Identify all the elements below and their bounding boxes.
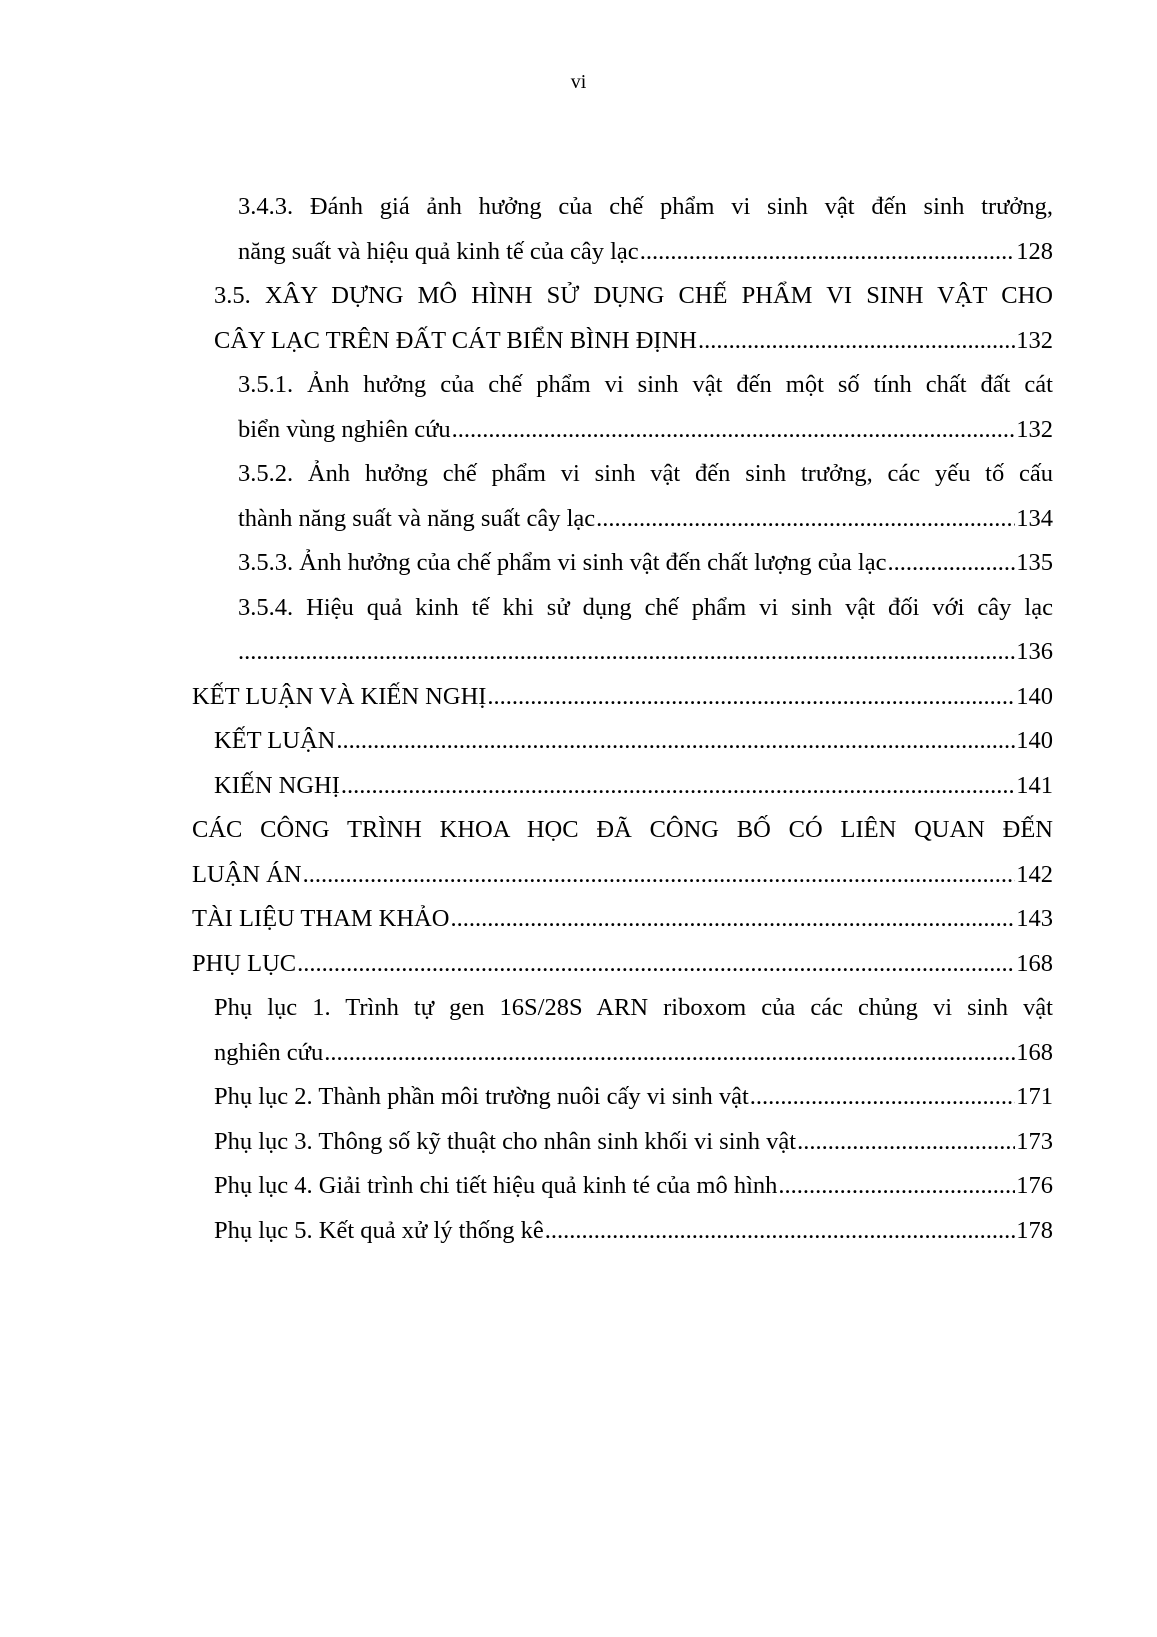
toc-entry-title: PHỤ LỤC xyxy=(192,949,297,977)
toc-page-number: 134 xyxy=(1016,504,1053,532)
toc-entry-title: CÂY LẠC TRÊN ĐẤT CÁT BIỂN BÌNH ĐỊNH xyxy=(214,326,697,354)
toc-page-number: 173 xyxy=(1016,1127,1053,1155)
toc-entry-phu-luc-5[interactable] xyxy=(0,1209,1157,1254)
toc-entry-title: KẾT LUẬN VÀ KIẾN NGHỊ xyxy=(192,682,487,710)
toc-entry-phu-luc-3[interactable] xyxy=(0,1120,1157,1165)
page-number: vi xyxy=(570,71,587,93)
toc-page-number: 141 xyxy=(1016,771,1053,799)
toc-entry-title: KẾT LUẬN xyxy=(214,727,336,754)
toc-entry-title: TÀI LIỆU THAM KHẢO xyxy=(192,905,450,932)
toc-page-number: 171 xyxy=(1016,1083,1053,1110)
toc-entry-title: Phụ lục 5. Kết quả xử lý thống kê xyxy=(214,1216,544,1244)
toc-entry-tai-lieu-tham-khao[interactable] xyxy=(0,897,1157,942)
toc-entry-phu-luc-4[interactable] xyxy=(0,1164,1157,1209)
leader-dots xyxy=(297,942,1015,987)
toc-entry-phu-luc-2[interactable] xyxy=(0,1075,1157,1120)
toc-page-number: 142 xyxy=(1016,860,1053,888)
leader-dots xyxy=(341,764,1015,809)
leader-dots xyxy=(778,1164,1015,1209)
leader-dots xyxy=(797,1120,1015,1165)
toc-page-number: 128 xyxy=(1016,237,1053,265)
toc-page-number: 168 xyxy=(1016,949,1053,977)
toc-entry-title: nghiên cứu xyxy=(214,1038,324,1066)
toc-entry-3-5-2[interactable] xyxy=(0,452,1157,541)
toc-page-number: 140 xyxy=(1016,682,1053,710)
toc-entry-title: thành năng suất và năng suất cây lạc xyxy=(238,504,596,532)
toc-entry-title-line: 3.5. XÂY DỰNG MÔ HÌNH SỬ DỤNG CHẾ PHẨM VI SINH VẬT CHO xyxy=(214,282,1053,309)
leader-dots xyxy=(336,719,1015,764)
toc-page-number: 143 xyxy=(1016,905,1053,932)
toc-entry-title-line: 3.5.2. Ảnh hưởng chế phẩm vi sinh vật đến sinh trưởng, các yếu tố cấu xyxy=(238,460,1053,487)
toc-entry-title: LUẬN ÁN xyxy=(192,860,302,888)
toc-page-number: 168 xyxy=(1016,1038,1053,1066)
toc-page-number: 178 xyxy=(1016,1216,1053,1244)
leader-dots xyxy=(487,675,1015,720)
leader-dots xyxy=(640,230,1016,275)
toc-entry-kien-nghi[interactable] xyxy=(0,764,1157,809)
toc-entry-title-line: 3.5.1. Ảnh hưởng của chế phẩm vi sinh vật đến một số tính chất đất cát xyxy=(238,371,1053,398)
toc-entry-phu-luc[interactable] xyxy=(0,942,1157,987)
toc-entry-ket-luan-kien-nghi[interactable] xyxy=(0,675,1157,720)
leader-dots xyxy=(887,541,1015,586)
toc-entry-ket-luan[interactable] xyxy=(0,719,1157,764)
toc-entry-3-4-3[interactable] xyxy=(0,185,1157,274)
toc-page-number: 132 xyxy=(1016,326,1053,354)
toc-page-number: 132 xyxy=(1016,415,1053,443)
toc-entry-title: Phụ lục 3. Thông số kỹ thuật cho nhân sinh khối vi sinh vật xyxy=(214,1127,797,1155)
leader-dots xyxy=(750,1075,1015,1120)
toc-entry-3-5-4[interactable] xyxy=(0,586,1157,675)
toc-entry-title: KIẾN NGHỊ xyxy=(214,771,340,799)
toc-page-number: 176 xyxy=(1016,1172,1053,1199)
leader-dots xyxy=(238,630,1015,675)
toc-entry-title-line: CÁC CÔNG TRÌNH KHOA HỌC ĐÃ CÔNG BỐ CÓ LIÊN QUAN ĐẾN xyxy=(192,816,1053,843)
toc-entry-title: biển vùng nghiên cứu xyxy=(238,415,451,443)
toc-page-number: 136 xyxy=(1016,638,1053,665)
leader-dots xyxy=(596,497,1015,542)
toc-entry-3-5[interactable] xyxy=(0,274,1157,363)
leader-dots xyxy=(303,853,1016,898)
toc-entry-cong-trinh-khoa-hoc[interactable] xyxy=(0,808,1157,897)
toc-page-number: 140 xyxy=(1016,727,1053,754)
leader-dots xyxy=(545,1209,1016,1254)
table-of-contents xyxy=(0,185,1157,1253)
toc-entry-title: năng suất và hiệu quả kinh tế của cây lạc xyxy=(238,237,639,265)
toc-entry-3-5-3[interactable] xyxy=(0,541,1157,586)
toc-entry-phu-luc-1[interactable] xyxy=(0,986,1157,1075)
leader-dots xyxy=(450,897,1015,942)
toc-entry-title: 3.5.3. Ảnh hưởng của chế phẩm vi sinh vật đến chất lượng của lạc xyxy=(238,549,887,576)
toc-entry-title-line: 3.4.3. Đánh giá ảnh hưởng của chế phẩm vi sinh vật đến sinh trưởng, xyxy=(238,193,1053,220)
toc-entry-title-line: Phụ lục 1. Trình tự gen 16S/28S ARN riboxom của các chủng vi sinh vật xyxy=(214,994,1053,1021)
toc-entry-title: Phụ lục 2. Thành phần môi trường nuôi cấy vi sinh vật xyxy=(214,1083,749,1110)
leader-dots xyxy=(324,1031,1015,1076)
leader-dots xyxy=(452,408,1016,453)
leader-dots xyxy=(698,319,1015,364)
toc-entry-3-5-1[interactable] xyxy=(0,363,1157,452)
toc-entry-title-line: 3.5.4. Hiệu quả kinh tế khi sử dụng chế phẩm vi sinh vật đối với cây lạc xyxy=(238,593,1053,621)
toc-page-number: 135 xyxy=(1016,549,1053,576)
toc-entry-title: Phụ lục 4. Giải trình chi tiết hiệu quả kinh té của mô hình xyxy=(214,1172,778,1199)
